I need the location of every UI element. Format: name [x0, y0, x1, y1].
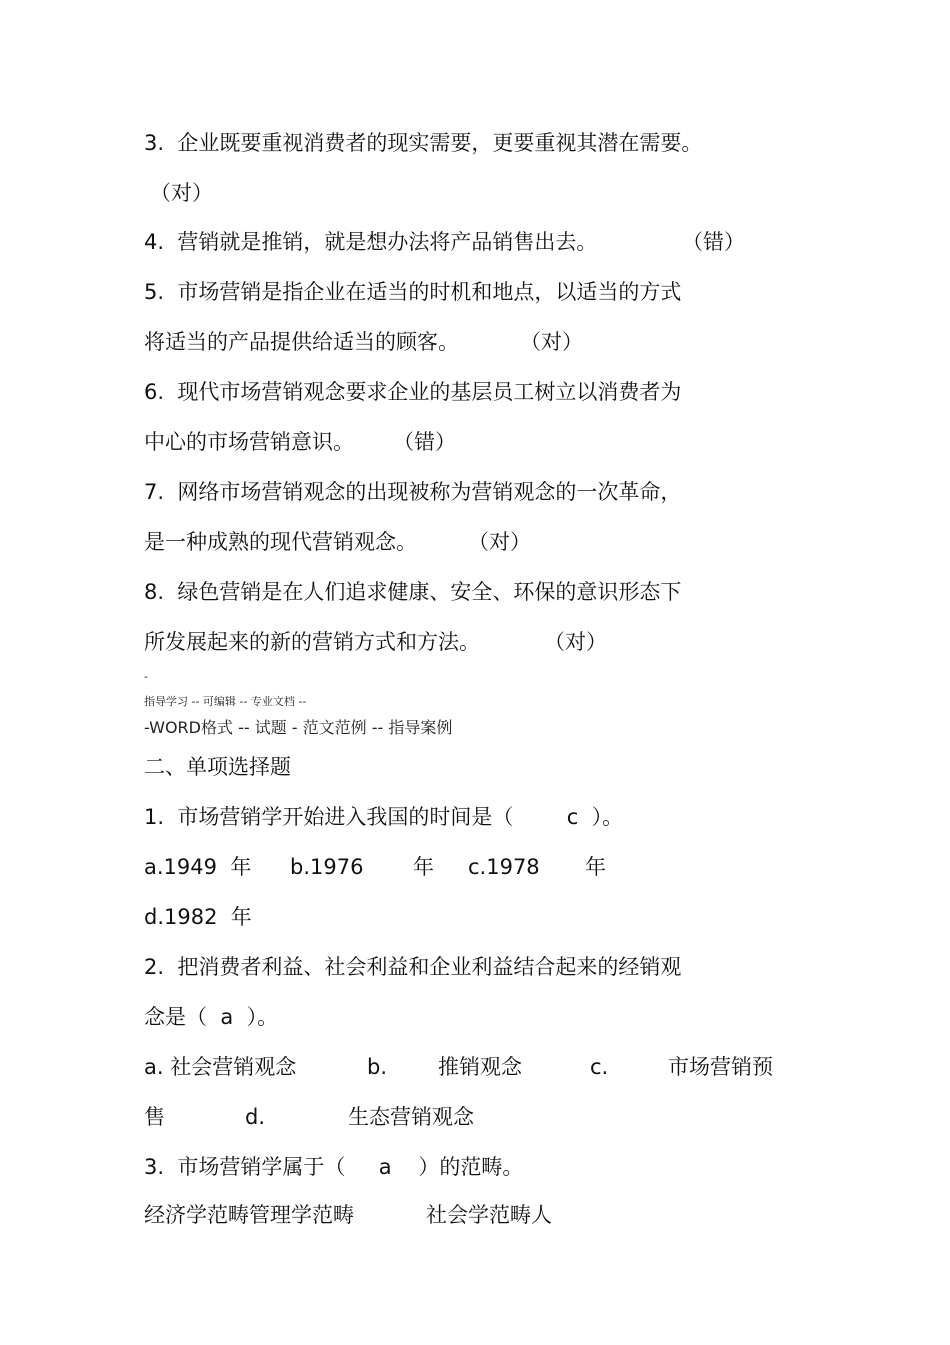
mc-question-2-option-b: 推销观念	[438, 1055, 522, 1079]
mc-question-3-stem: 3. 市场营销学属于（ a ）的范畴。	[144, 1155, 524, 1179]
section-title: 二、单项选择题	[144, 755, 291, 779]
mc-question-2-option-c: 市场营销预	[668, 1055, 773, 1079]
mc-question-1-option-c-unit: 年	[585, 855, 606, 879]
mc-question-2-stem-line1: 2. 把消费者利益、社会利益和企业利益结合起来的经销观	[144, 955, 682, 979]
tf-question-5-answer: （对）	[520, 330, 583, 354]
tf-question-8-line2: 所发展起来的新的营销方式和方法。	[144, 630, 480, 654]
tf-question-5-line2: 将适当的产品提供给适当的顾客。	[144, 330, 459, 354]
mc-question-2-option-a: a. 社会营销观念	[144, 1055, 297, 1079]
watermark-line2: -WORD格式 -- 试题 - 范文范例 -- 指导案例	[144, 718, 453, 737]
tf-question-4-answer: （错）	[682, 230, 745, 254]
mc-question-2-option-b-letter: b.	[367, 1055, 388, 1079]
mc-question-2-stem-line2: 念是（ a ）。	[144, 1005, 279, 1029]
tf-question-7-answer: （对）	[468, 530, 531, 554]
mc-question-2-option-d-letter: d.	[245, 1105, 266, 1129]
mc-question-2-option-d: 生态营销观念	[348, 1105, 474, 1129]
tf-question-7-line1: 7. 网络市场营销观念的出现被称为营销观念的一次革命，	[144, 480, 682, 504]
tf-question-3-line1: 3. 企业既要重视消费者的现实需要，更要重视其潜在需要。	[144, 131, 703, 155]
mc-question-2-option-c-letter: c.	[590, 1055, 609, 1079]
tf-question-8-line1: 8. 绿色营销是在人们追求健康、安全、环保的意识形态下	[144, 580, 682, 604]
mc-question-1-option-c: c.1978	[468, 855, 540, 879]
mc-question-1-option-a: a.1949 年	[144, 855, 252, 879]
tf-question-7-line2: 是一种成熟的现代营销观念。	[144, 530, 417, 554]
mc-question-2-option-c-continued: 售	[144, 1105, 165, 1129]
mc-question-3-options-part1: 经济学范畴管理学范畴	[144, 1203, 354, 1227]
tf-question-8-answer: （对）	[544, 630, 607, 654]
mc-question-3-options-part2: 社会学范畴人	[426, 1203, 552, 1227]
mc-question-1-option-d: d.1982 年	[144, 905, 252, 929]
watermark-dash: -	[144, 670, 148, 683]
mc-question-1-option-b: b.1976	[290, 855, 364, 879]
tf-question-4-line1: 4. 营销就是推销，就是想办法将产品销售出去。	[144, 230, 598, 254]
mc-question-1-option-b-unit: 年	[413, 855, 434, 879]
tf-question-3-answer: （对）	[150, 181, 213, 205]
tf-question-5-line1: 5. 市场营销是指企业在适当的时机和地点，以适当的方式	[144, 280, 682, 304]
mc-question-1-stem: 1. 市场营销学开始进入我国的时间是（ c ）。	[144, 805, 624, 829]
tf-question-6-answer: （错）	[393, 430, 456, 454]
tf-question-6-line2: 中心的市场营销意识。	[144, 430, 354, 454]
tf-question-6-line1: 6. 现代市场营销观念要求企业的基层员工树立以消费者为	[144, 380, 682, 404]
watermark-line1: 指导学习 -- 可编辑 -- 专业文档 --	[144, 695, 307, 708]
